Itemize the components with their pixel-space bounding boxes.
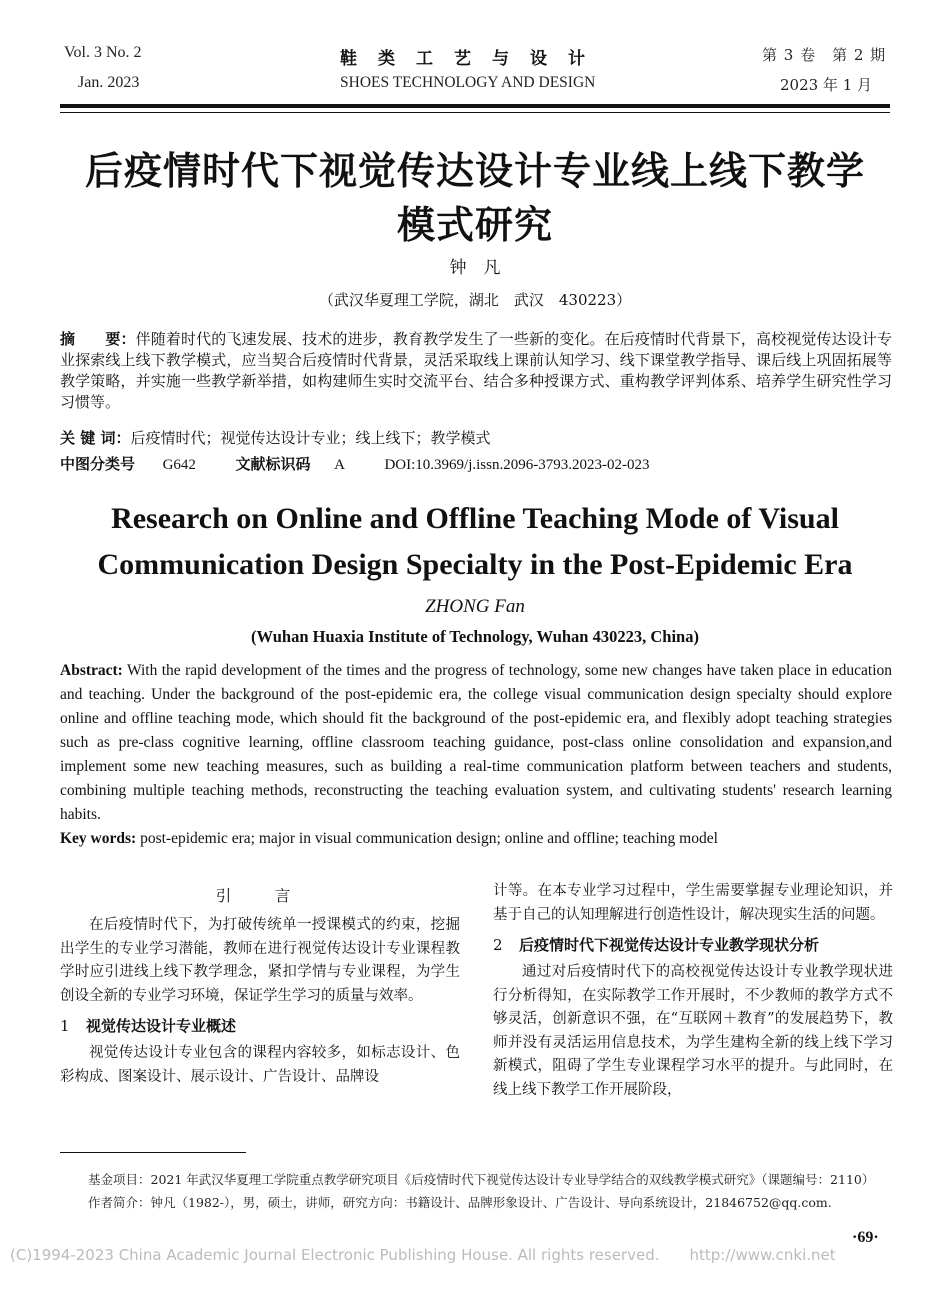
date-cn: 2023 年 1 月 <box>780 76 873 94</box>
body-column-right <box>493 880 893 1102</box>
title-en-line2: Communication Design Specialty in the Post-Epidemic Era <box>97 548 853 581</box>
copyright-watermark: (C)1994-2023 China Academic Journal Electronic Publishing House. All rights reserved. http://www.cnki.net <box>10 1246 836 1264</box>
doi: DOI:10.3969/j.issn.2096-3793.2023-02-023 <box>384 457 650 473</box>
keywords-en <box>60 827 892 851</box>
body-column-left <box>60 884 460 1089</box>
title-cn-line1: 后疫情时代下视觉传达设计专业线上线下教学 <box>84 149 865 193</box>
section-2-title: 后疫情时代下视觉传达设计专业教学现状分析 <box>519 936 820 954</box>
date-en: Jan. 2023 <box>78 74 140 91</box>
clc-value: G642 <box>162 457 196 473</box>
continued-paragraph: 计等。在本专业学习过程中，学生需要掌握专业理论知识，并基于自己的认知理解进行创造性设计，解决现实生活的问题。 <box>493 883 893 923</box>
journal-name-cn: 鞋类工艺与设计 <box>340 49 606 69</box>
clc-label: 中图分类号 <box>60 455 136 473</box>
footnote-fund: 基金项目：2021 年武汉华夏理工学院重点教学研究项目《后疫情时代下视觉传达设计专业导学结合的双线教学模式研究》（课题编号：2110） <box>88 1172 875 1187</box>
section-1-number: 1 <box>60 1017 70 1035</box>
abstract-cn-label: 摘 要： <box>60 330 136 348</box>
header-rule-thin <box>60 112 890 113</box>
abstract-en <box>60 659 892 827</box>
affiliation-cn: （武汉华夏理工学院，湖北 武汉 430223） <box>318 291 632 309</box>
header-rule-thick <box>60 104 890 108</box>
keywords-en-label: Key words: <box>60 830 137 847</box>
section-2-heading <box>493 933 893 957</box>
affiliation-en: (Wuhan Huaxia Institute of Technology, Wuhan 430223, China) <box>251 627 699 646</box>
section-2-paragraph: 通过对后疫情时代下的高校视觉传达设计专业教学现状进行分析得知，在实际教学工作开展时，不少教师的教学方式不够灵活，创新意识不强，在“互联网＋教育”的发展趋势下，教师并没有灵活运用信息技术，为学生建构全新的线上线下学习新模式，阻碍了学生专业课程学习水平的提升。与此同时，在线上线下教学工作开展阶段， <box>493 964 893 1098</box>
classification-line <box>60 454 892 476</box>
author-en: ZHONG Fan <box>425 596 525 617</box>
title-en-line1: Research on Online and Offline Teaching Mode of Visual <box>111 502 839 535</box>
page-number: ·69· <box>852 1229 879 1246</box>
keywords-cn-label: 关 键 词： <box>60 429 131 447</box>
footnote-rule <box>60 1152 246 1153</box>
author-cn: 钟 凡 <box>449 258 501 278</box>
footnote-author-bio: 作者简介：钟凡（1982-），男，硕士，讲师，研究方向：书籍设计、品牌形象设计、广告设计、导向系统设计，21846752@qq.com. <box>88 1195 832 1210</box>
section-1-heading <box>60 1014 460 1038</box>
doc-code-label: 文献标识码 <box>235 455 311 473</box>
keywords-cn <box>60 428 892 449</box>
title-cn-line2: 模式研究 <box>396 203 553 247</box>
section-1-title: 视觉传达设计专业概述 <box>86 1017 237 1035</box>
volume-issue-cn: 第 3 卷 第 2 期 <box>762 46 887 64</box>
abstract-en-label: Abstract: <box>60 662 123 679</box>
volume-issue-en: Vol. 3 No. 2 <box>64 44 142 61</box>
intro-heading: 引 言 <box>215 887 305 905</box>
journal-name-en: SHOES TECHNOLOGY AND DESIGN <box>340 74 596 91</box>
abstract-cn-text: 伴随着时代的飞速发展、技术的进步，教育教学发生了一些新的变化。在后疫情时代背景下，高校视觉传达设计专业探索线上线下教学模式，应当契合后疫情时代背景，灵活采取线上课前认知学习、线下课堂教学指导、课后线上巩固拓展等教学策略，并实施一些教学新举措，如构建师生实时交流平台、结合多种授课方式、重构教学评判体系、培养学生研究性学习习惯等。 <box>60 330 892 411</box>
abstract-cn <box>60 329 892 413</box>
section-1-paragraph: 视觉传达设计专业包含的课程内容较多，如标志设计、色彩构成、图案设计、展示设计、广告设计、品牌设 <box>60 1045 460 1085</box>
keywords-cn-text: 后疫情时代；视觉传达设计专业；线上线下；教学模式 <box>130 429 491 447</box>
intro-paragraph: 在后疫情时代下，为打破传统单一授课模式的约束，挖掘出学生的专业学习潜能，教师在进行视觉传达设计专业课程教学时应引进线上线下教学理念，紧扣学情与专业课程，为学生创设全新的专业学习环境，保证学生学习的质量与效率。 <box>60 917 460 1004</box>
keywords-en-text: post-epidemic era; major in visual communication design; online and offline; teaching model <box>136 830 718 847</box>
doc-code-value: A <box>334 457 345 473</box>
abstract-en-text: With the rapid development of the times and the progress of technology, some new changes have taken place in education and teaching. Under the background of the post-epidemic era, the college visual communication design specialty should explore online and offline teaching mode, which should fit the background of the post-epidemic era, and flexibly adopt teaching strategies such as pre-class cognitive learning, offline classroom teaching guidance, post-class online consolidation and expansion,and implement some new teaching measures, such as building a real-time communication platform between teachers and students, combining multiple teaching methods, reconstructing the teaching evaluation system, and cultivating students' research learning habits. <box>60 662 892 823</box>
section-2-number: 2 <box>493 936 503 954</box>
